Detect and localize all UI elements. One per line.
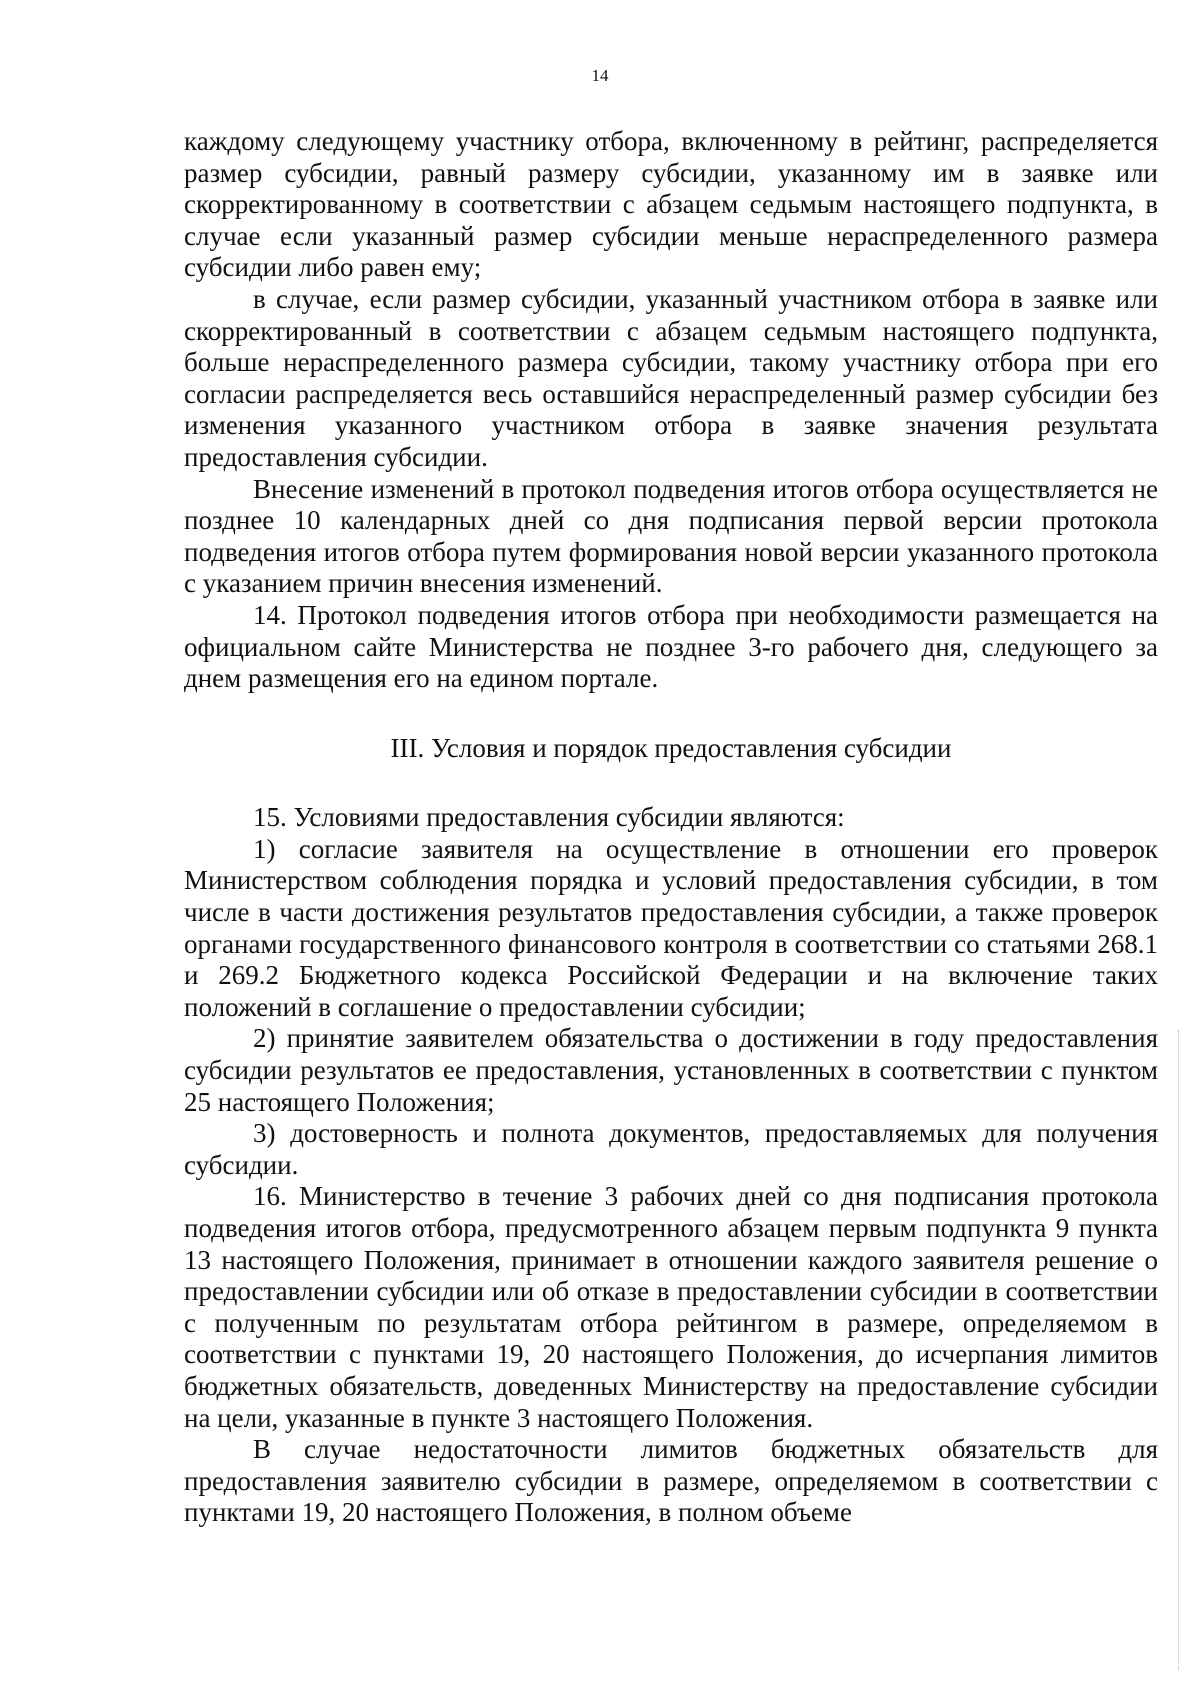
paragraph: в случае, если размер субсидии, указанный участником отбора в заявке или скорректированный в соответствии с абзацем седьмым настоящего подпункта, больше нераспределенного размера субсидии, такому участнику отбора при его согласии распределяется весь оставшийся нераспределенный размер субсидии без изменения указанного участником отбора в заявке значения результата предоставления субсидии. bbox=[184, 283, 1158, 472]
paragraph-subitem-2: 2) принятие заявителем обязательства о достижении в году предоставления субсидии результатов ее предоставления, установленных в соответствии с пунктом 25 настоящего Положения; bbox=[184, 1023, 1158, 1117]
scan-margin-marks bbox=[1178, 1030, 1181, 1670]
page-number: 14 bbox=[591, 66, 609, 85]
document-body bbox=[184, 126, 1158, 1529]
paragraph-subitem-3: 3) достоверность и полнота документов, предоставляемых для получения субсидии. bbox=[184, 1118, 1158, 1180]
paragraph-item-15: 15. Условиями предоставления субсидии являются: bbox=[253, 802, 845, 833]
paragraph-item-16: 16. Министерство в течение 3 рабочих дней со дня подписания протокола подведения итогов отбора, предусмотренного абзацем первым подпункта 9 пункта 13 настоящего Положения, принимает в отношении каждого заявителя решение о предоставлении субсидии или об отказе в предоставлении субсидии в соответствии с полученным по результатам отбора рейтингом в размере, определяемом в соответствии с пунктами 19, 20 настоящего Положения, до исчерпания лимитов бюджетных обязательств, доведенных Министерству на предоставление субсидии на цели, указанные в пункте 3 настоящего Положения. bbox=[184, 1181, 1158, 1433]
section-heading: III. Условия и порядок предоставления субсидии bbox=[390, 732, 952, 763]
paragraph: В случае недостаточности лимитов бюджетных обязательств для предоставления заявителю субсидии в размере, определяемом в соответствии с пунктами 19, 20 настоящего Положения, в полном объеме bbox=[184, 1434, 1158, 1528]
paragraph: Внесение изменений в протокол подведения итогов отбора осуществляется не позднее 10 календарных дней со дня подписания первой версии протокола подведения итогов отбора путем формирования новой версии указанного протокола с указанием причин внесения изменений. bbox=[184, 473, 1158, 599]
paragraph-subitem-1: 1) согласие заявителя на осуществление в отношении его проверок Министерством соблюдения порядка и условий предоставления субсидии, в том числе в части достижения результатов предоставления субсидии, а также проверок органами государственного финансового контроля в соответствии со статьями 268.1 и 269.2 Бюджетного кодекса Российской Федерации и на включение таких положений в соглашение о предоставлении субсидии; bbox=[184, 833, 1158, 1022]
paragraph-continuation: каждому следующему участнику отбора, включенному в рейтинг, распределяется размер субсидии, равный размеру субсидии, указанному им в заявке или скорректированному в соответствии с абзацем седьмым настоящего подпункта, в случае если указанный размер субсидии меньше нераспределенного размера субсидии либо равен ему; bbox=[184, 126, 1158, 283]
paragraph-item-14: 14. Протокол подведения итогов отбора при необходимости размещается на официальном сайте Министерства не позднее 3-го рабочего дня, следующего за днем размещения его на едином портале. bbox=[184, 599, 1158, 694]
